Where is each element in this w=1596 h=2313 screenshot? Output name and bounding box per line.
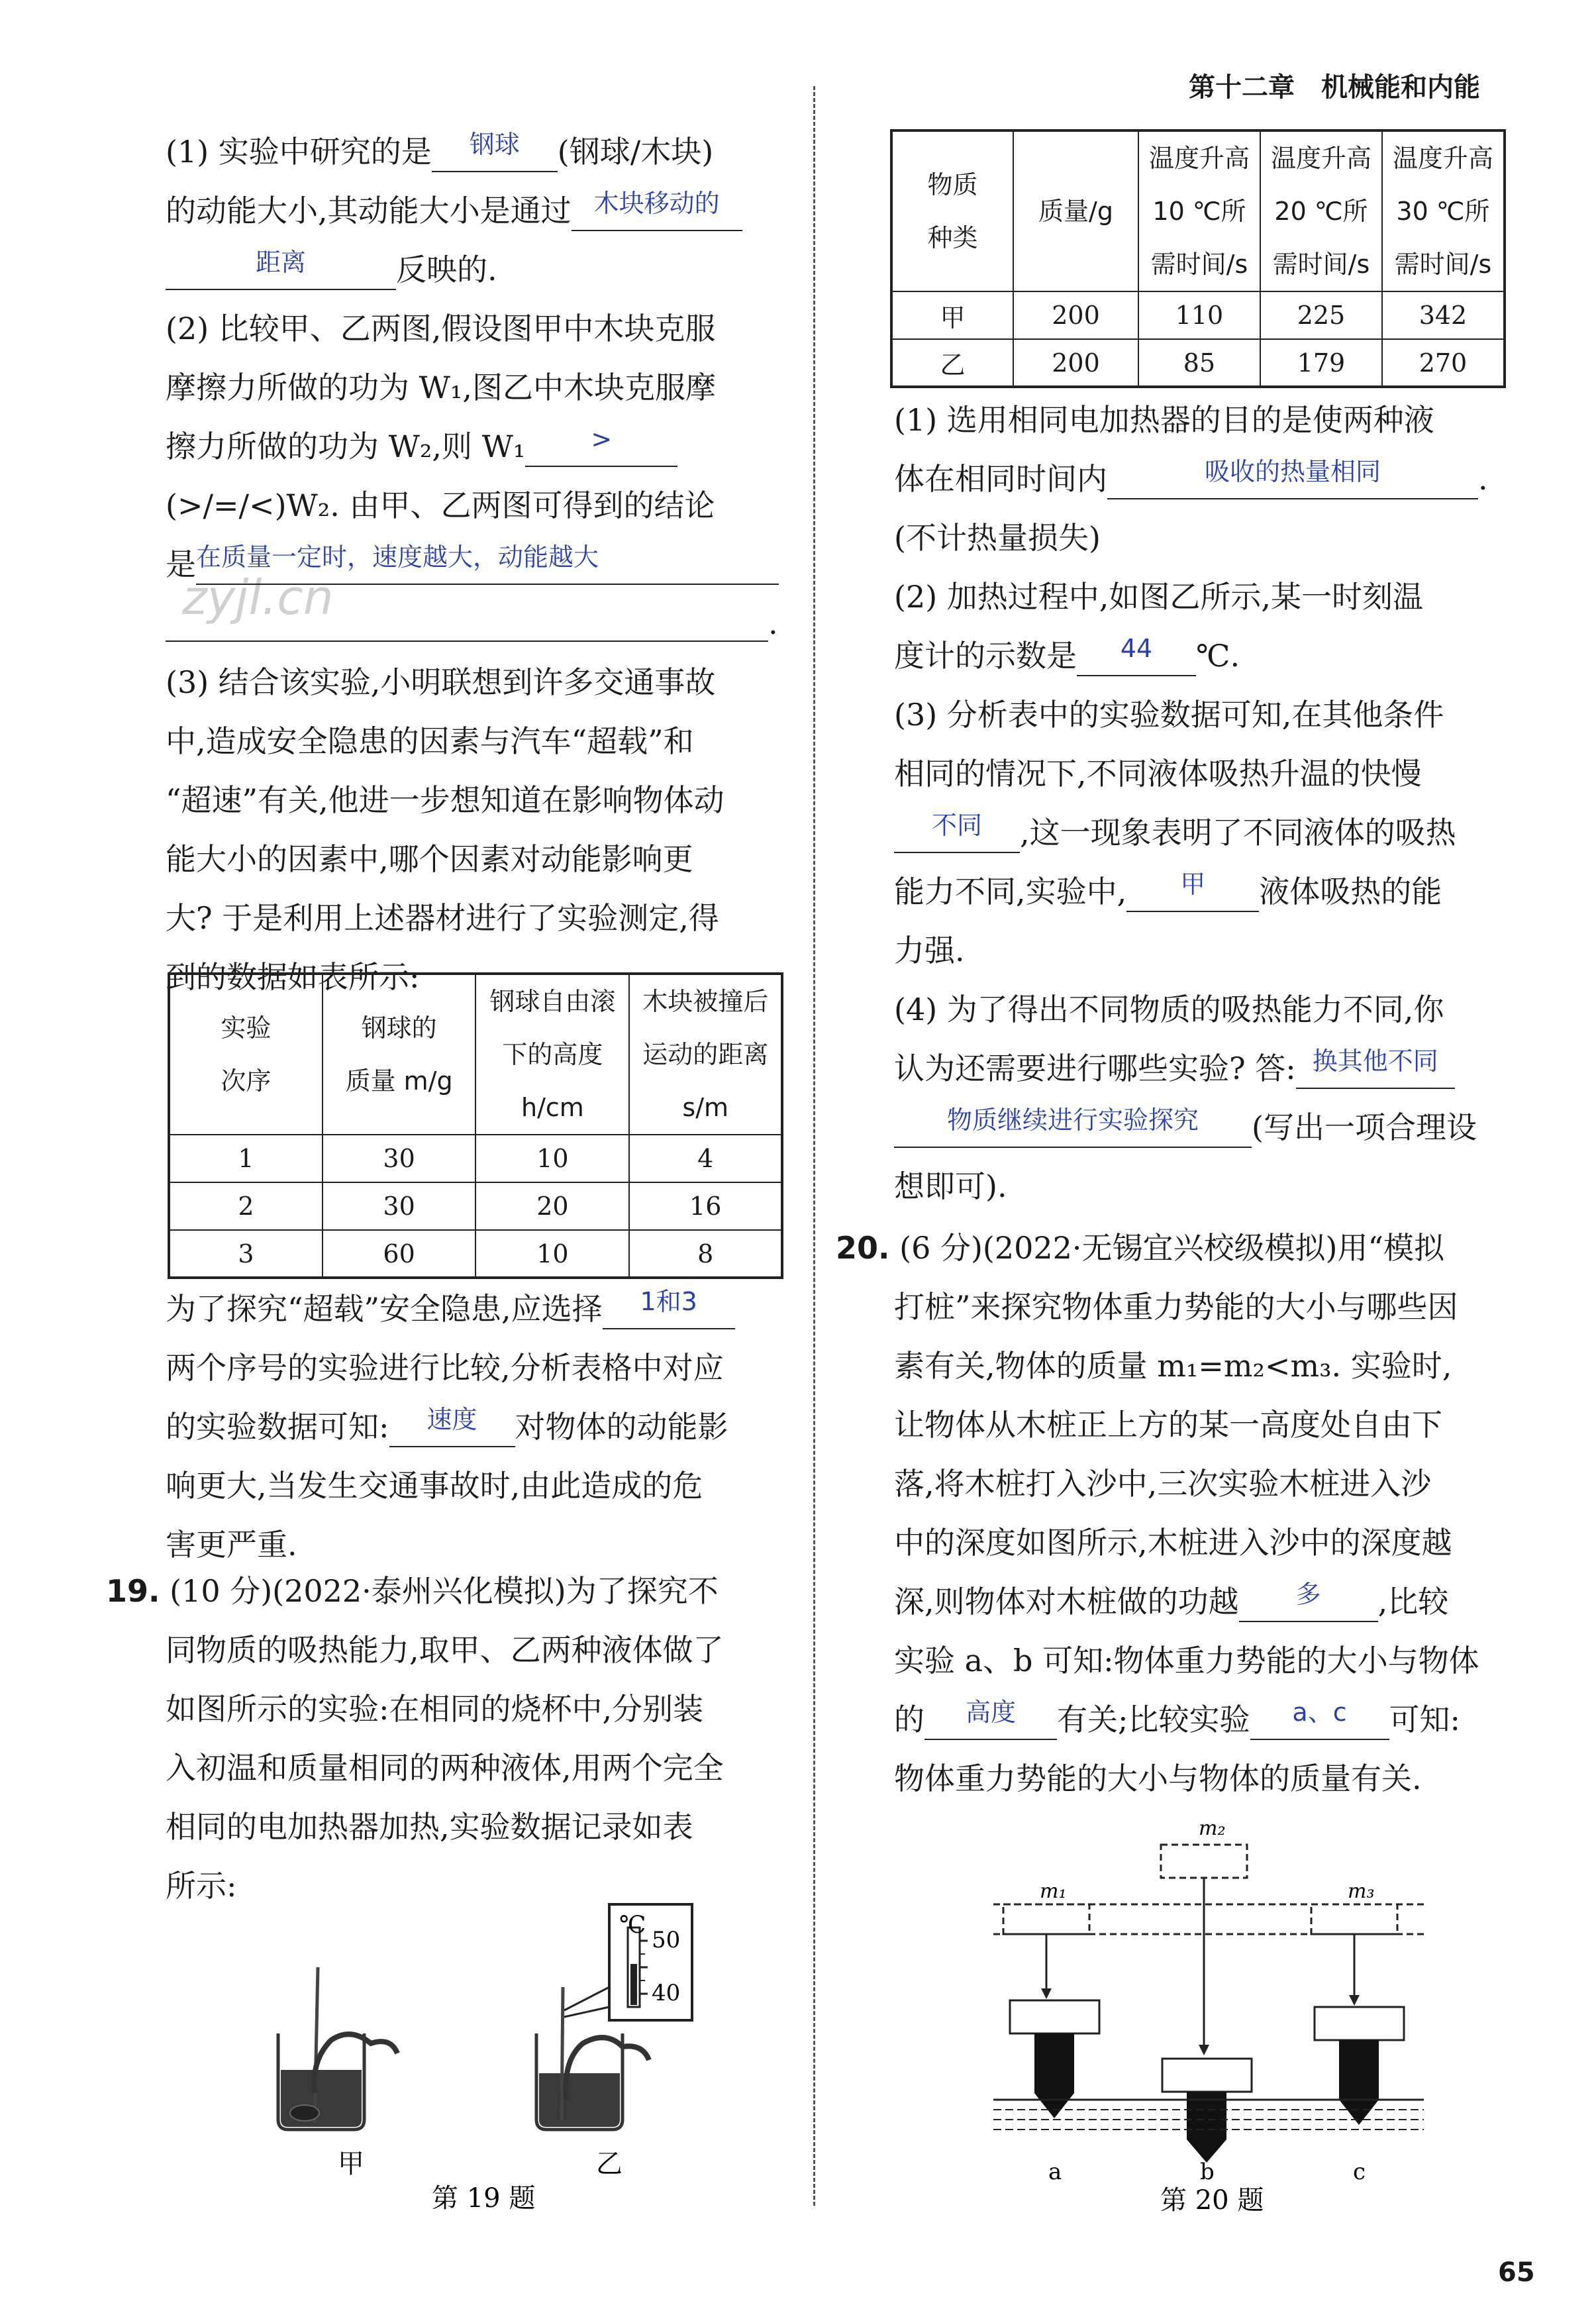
header-text: 运动的距离 (642, 1040, 769, 1069)
header-text: 需时间/s (1394, 250, 1492, 279)
q19-answers-block (894, 391, 1523, 1216)
header-text: 30 ℃所 (1396, 197, 1490, 226)
table-cell: 10 (475, 1135, 629, 1182)
label-b: b (1200, 2159, 1215, 2185)
header-text: 钢球自由滚 (489, 987, 616, 1016)
q19-figure (252, 1901, 728, 2212)
q18-line: (3) 结合该实验,小明联想到许多交通事故 (166, 664, 716, 700)
q18-line: 大? 于是利用上述器材进行了实验测定,得 (166, 900, 719, 936)
answer-blank[interactable] (924, 1698, 1057, 1740)
table-cell: 30 (323, 1182, 476, 1230)
watermark: zyjl.cn (182, 570, 334, 625)
q19-line: 想即可). (894, 1168, 1007, 1204)
table-header (1260, 130, 1382, 291)
table-cell: 179 (1260, 339, 1382, 387)
answer-text: 钢球 (469, 130, 520, 159)
header-text: 物质 (927, 170, 978, 199)
answer-blank[interactable] (894, 1105, 1252, 1148)
q18-line: 到的数据如表所示: (166, 959, 420, 995)
answer-text: 木块移动的 (593, 189, 720, 218)
label-m1: m₁ (1040, 1880, 1067, 1903)
pile-b (1187, 2092, 1226, 2163)
q19-line: 相同的电加热器加热,实验数据记录如表 (166, 1809, 693, 1845)
table-header-row (169, 974, 782, 1135)
q19-table (890, 129, 1506, 388)
table-row (891, 291, 1505, 339)
text: ℃. (1196, 638, 1240, 674)
table-cell: 2 (169, 1182, 323, 1230)
q19-line: 相同的情况下,不同液体吸热升温的快慢 (894, 756, 1422, 792)
q18-line: 摩擦力所做的功为 W₁,图乙中木块克服摩 (166, 370, 716, 405)
header-text: 10 ℃所 (1152, 197, 1246, 226)
table-row (169, 1230, 782, 1278)
answer-text: > (591, 425, 613, 454)
header-text: 质量 m/g (345, 1066, 453, 1096)
thermo-40: 40 (652, 1980, 681, 2006)
page-number: 65 (1498, 2257, 1535, 2288)
answer-text: 在质量一定时，速度越大，动能越大 (196, 542, 599, 572)
answer-text: 物质继续进行实验探究 (946, 1105, 1199, 1135)
text: 深,则物体对木桩做的功越 (894, 1584, 1239, 1619)
q19-line: 如图所示的实验:在相同的烧杯中,分别装 (166, 1691, 704, 1727)
q18-line (166, 1280, 788, 1339)
q18-line (166, 594, 788, 653)
q18-line (166, 240, 788, 299)
answer-text: 换其他不同 (1312, 1047, 1438, 1076)
q20-line: 实验 a、b 可知:物体重力势能的大小与物体 (894, 1643, 1479, 1678)
header-text: 下的高度 (502, 1040, 603, 1069)
text: 的实验数据可知: (166, 1409, 389, 1445)
header-text: 木块被撞后 (642, 987, 769, 1016)
text: (写出一项合理设 (1252, 1109, 1477, 1145)
header-text: h/cm (521, 1093, 584, 1122)
header-text: 20 ℃所 (1274, 197, 1368, 226)
answer-blank[interactable] (525, 425, 677, 467)
q18-line: 两个序号的实验进行比较,分析表格中对应 (166, 1350, 724, 1386)
label-c: c (1353, 2159, 1366, 2185)
q19-line (106, 1562, 795, 1621)
answer-blank[interactable] (603, 1287, 735, 1329)
text: (10 分)(2022·泰州兴化模拟)为了探究不 (170, 1573, 719, 1609)
table-cell: 225 (1260, 291, 1382, 339)
q20-line (836, 1572, 1524, 1631)
q18-block-2 (166, 1280, 788, 1574)
q20-figure (987, 1808, 1437, 2219)
text: 的 (894, 1702, 924, 1737)
mass-c (1315, 2007, 1404, 2040)
answer-blank[interactable] (389, 1405, 515, 1447)
figure-caption: 第 20 题 (1160, 2185, 1264, 2216)
table-row (169, 1182, 782, 1230)
table-cell: 20 (475, 1182, 629, 1230)
text: 擦力所做的功为 W₂,则 W₁ (166, 429, 526, 464)
mass-a (1010, 2000, 1099, 2033)
table-header (629, 974, 782, 1135)
text: 可知: (1389, 1702, 1460, 1737)
text: . (1478, 461, 1488, 497)
q19-line: 力强. (894, 933, 965, 968)
text: 体在相同时间内 (894, 461, 1107, 497)
table-cell: 4 (629, 1135, 782, 1182)
label-m2: m₂ (1199, 1817, 1226, 1840)
header-text: s/m (682, 1093, 729, 1122)
q19-line: (3) 分析表中的实验数据可知,在其他条件 (894, 697, 1444, 733)
text: ,比较 (1377, 1584, 1449, 1619)
header-text: 需时间/s (1150, 250, 1248, 279)
answer-text: 距离 (255, 248, 306, 277)
q19-line: (4) 为了得出不同物质的吸热能力不同,你 (894, 992, 1444, 1027)
table-cell: 60 (323, 1230, 476, 1278)
question-number: 19. (106, 1573, 160, 1609)
q20-line: 中的深度如图所示,木桩进入沙中的深度越 (894, 1525, 1452, 1561)
table-cell: 110 (1138, 291, 1260, 339)
q18-line: 中,造成安全隐患的因素与汽车“超载”和 (166, 723, 694, 759)
header-text: 温度升高 (1392, 144, 1493, 173)
header-text: 种类 (927, 223, 978, 252)
table-cell: 30 (323, 1135, 476, 1182)
q18-block (166, 123, 788, 1007)
answer-text: 44 (1120, 634, 1153, 663)
table-row (891, 339, 1505, 387)
thermo-unit: ℃ (619, 1912, 646, 1939)
text: 反映的. (396, 252, 497, 287)
table-cell: 甲 (891, 291, 1013, 339)
text: 有关;比较实验 (1057, 1702, 1250, 1737)
table-header-row (891, 130, 1505, 291)
q18-line: 害更严重. (166, 1527, 297, 1563)
q19-line: 同物质的吸热能力,取甲、乙两种液体做了 (166, 1632, 724, 1668)
answer-blank[interactable] (1239, 1580, 1378, 1622)
text: 的动能大小,其动能大小是通过 (166, 193, 572, 229)
q20-line: 落,将木桩打入沙中,三次实验木桩进入沙 (894, 1466, 1432, 1502)
text: ,这一现象表明了不同液体的吸热 (1020, 815, 1456, 850)
header-text: 温度升高 (1148, 144, 1250, 173)
q18-table (168, 972, 783, 1279)
text: 认为还需要进行哪些实验? 答: (894, 1051, 1296, 1086)
fig-label-yi: 乙 (596, 2149, 623, 2179)
answer-text: 1和3 (640, 1287, 697, 1316)
table-cell: 8 (629, 1230, 782, 1278)
q18-line: (>/=/<)W₂. 由甲、乙两图可得到的结论 (166, 488, 715, 523)
text: 能力不同,实验中, (894, 874, 1127, 909)
text: 是 (166, 546, 196, 582)
answer-blank[interactable] (196, 542, 779, 585)
text: (1) 实验中研究的是 (166, 134, 432, 170)
q19-line (894, 450, 1523, 509)
table-cell: 1 (169, 1135, 323, 1182)
table-cell: 342 (1382, 291, 1505, 339)
q18-line (166, 181, 788, 240)
text: 对物体的动能影 (515, 1409, 728, 1445)
q20-line (836, 1690, 1524, 1749)
table-header (475, 974, 629, 1135)
answer-text: 速度 (426, 1405, 477, 1434)
q19-block (106, 1562, 795, 1916)
q19-line: (不计热量损失) (894, 520, 1101, 556)
table-header (169, 974, 323, 1135)
answer-blank[interactable] (432, 130, 558, 172)
text: (6 分)(2022·无锡宜兴校级模拟)用“模拟 (899, 1230, 1445, 1266)
answer-blank[interactable] (166, 248, 396, 290)
table-header (1382, 130, 1505, 291)
table-header (891, 130, 1013, 291)
answer-blank[interactable] (1126, 870, 1259, 912)
answer-text: 高度 (965, 1698, 1016, 1727)
q18-line (166, 1398, 788, 1457)
q18-line: (2) 比较甲、乙两图,假设图甲中木块克服 (166, 311, 716, 346)
table-cell: 乙 (891, 339, 1013, 387)
q19-line (894, 627, 1523, 686)
header-text: 钢球的 (361, 1013, 437, 1043)
q19-line: 所示: (166, 1868, 237, 1904)
mass-b (1162, 2059, 1252, 2092)
q20-line: 素有关,物体的质量 m₁=m₂<m₃. 实验时, (894, 1348, 1452, 1384)
table-cell: 200 (1013, 291, 1138, 339)
pile-a (1034, 2033, 1074, 2118)
mass-m3-start (1311, 1904, 1397, 1934)
table-cell: 16 (629, 1182, 782, 1230)
q18-line: “超速”有关,他进一步想知道在影响物体动 (166, 782, 724, 818)
answer-blank[interactable] (166, 606, 768, 642)
header-text: 次序 (221, 1066, 272, 1096)
chapter-header: 第十二章 机械能和内能 (1189, 72, 1480, 103)
text: . (768, 605, 778, 641)
q19-line: (1) 选用相同电加热器的目的是使两种液 (894, 402, 1434, 438)
answer-text: 吸收的热量相同 (1204, 457, 1381, 486)
question-number: 20. (836, 1230, 890, 1266)
fig-label-jia: 甲 (338, 2149, 364, 2179)
q20-line: 让物体从木桩正上方的某一高度处自由下 (894, 1407, 1442, 1443)
answer-blank[interactable] (1250, 1698, 1389, 1740)
column-divider (813, 86, 815, 2206)
pile-c (1339, 2040, 1379, 2125)
q18-line (166, 123, 788, 181)
answer-text: 不同 (931, 811, 982, 840)
q20-line: 打桩”来探究物体重力势能的大小与哪些因 (894, 1289, 1458, 1325)
q19-line (894, 862, 1523, 921)
answer-text: 甲 (1180, 870, 1206, 899)
beaker-jia (278, 1967, 397, 2130)
answer-blank[interactable] (1077, 634, 1196, 676)
header-text: 实验 (221, 1013, 272, 1043)
answer-text: 多 (1295, 1580, 1321, 1609)
text: 为了探究“超载”安全隐患,应选择 (166, 1291, 603, 1327)
table-cell: 200 (1013, 339, 1138, 387)
answer-blank[interactable] (1107, 457, 1478, 499)
answer-text: a、c (1292, 1698, 1347, 1727)
q19-line (894, 1098, 1523, 1157)
q20-line (836, 1219, 1524, 1278)
figure-caption: 第 19 题 (432, 2183, 536, 2212)
table-row (169, 1135, 782, 1182)
header-text: 温度升高 (1270, 144, 1372, 173)
table-header (323, 974, 476, 1135)
thermo-50: 50 (652, 1927, 681, 1953)
text: 度计的示数是 (894, 638, 1077, 674)
label-a: a (1048, 2159, 1062, 2185)
table-header (1138, 130, 1260, 291)
q19-line: 入初温和质量相同的两种液体,用两个完全 (166, 1750, 724, 1786)
q20-block (836, 1219, 1524, 1808)
answer-blank[interactable] (1296, 1047, 1455, 1089)
q20-line: 物体重力势能的大小与物体的质量有关. (894, 1761, 1422, 1796)
q18-line (166, 417, 788, 476)
table-header: 质量/g (1013, 130, 1138, 291)
q19-line (894, 1039, 1523, 1098)
mass-m2-start (1161, 1845, 1247, 1878)
q18-line (166, 535, 788, 594)
label-m3: m₃ (1348, 1880, 1375, 1903)
answer-blank[interactable] (572, 189, 742, 231)
table-cell: 3 (169, 1230, 323, 1278)
answer-blank[interactable] (894, 811, 1020, 853)
table-cell: 270 (1382, 339, 1505, 387)
q19-line: (2) 加热过程中,如图乙所示,某一时刻温 (894, 579, 1424, 615)
text: 液体吸热的能 (1259, 874, 1442, 909)
table-cell: 10 (475, 1230, 629, 1278)
q18-line: 能大小的因素中,哪个因素对动能影响更 (166, 841, 693, 877)
q19-line (894, 803, 1523, 862)
q18-line: 响更大,当发生交通事故时,由此造成的危 (166, 1468, 703, 1504)
text: (钢球/木块) (557, 134, 714, 170)
table-cell: 85 (1138, 339, 1260, 387)
mass-m1-start (1003, 1904, 1089, 1934)
header-text: 需时间/s (1272, 250, 1370, 279)
